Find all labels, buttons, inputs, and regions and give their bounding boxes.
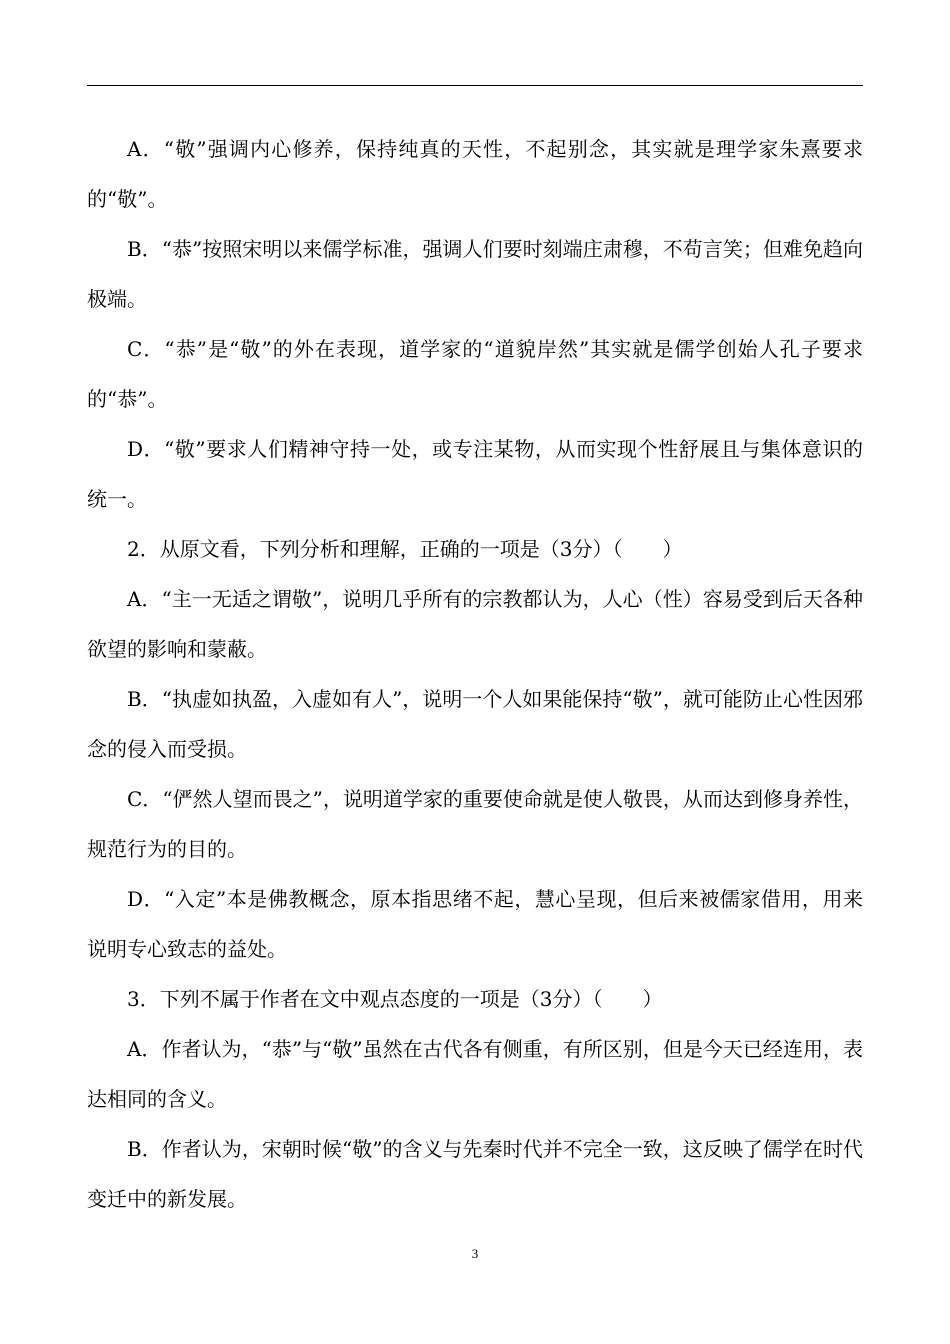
option-1a: A．“敬”强调内心修养，保持纯真的天性，不起别念，其实就是理学家朱熹要求的“敬”。 xyxy=(87,137,863,211)
document-body xyxy=(87,124,863,1224)
option-2d: D．“入定”本是佛教概念，原本指思绪不起，慧心呈现，但后来被儒家借用，用来说明专心致志的益处。 xyxy=(87,887,863,961)
option-3b: B．作者认为，宋朝时候“敬”的含义与先秦时代并不完全一致，这反映了儒学在时代变迁中的新发展。 xyxy=(87,1137,863,1211)
option-2a: A．“主一无适之谓敬”，说明几乎所有的宗教都认为，人心（性）容易受到后天各种欲望的影响和蒙蔽。 xyxy=(87,587,863,661)
option-2c: C．“俨然人望而畏之”，说明道学家的重要使命就是使人敬畏，从而达到修身养性，规范行为的目的。 xyxy=(87,787,863,861)
option-1c: C．“恭”是“敬”的外在表现，道学家的“道貌岸然”其实就是儒学创始人孔子要求的“恭”。 xyxy=(87,337,863,411)
header-rule xyxy=(87,85,863,86)
option-2b: B．“执虚如执盈，入虚如有人”，说明一个人如果能保持“敬”，就可能防止心性因邪念的侵入而受损。 xyxy=(87,687,863,761)
page-number: 3 xyxy=(471,1246,479,1261)
question-3: 3．下列不属于作者在文中观点态度的一项是（3分）（ ） xyxy=(127,987,663,1011)
question-2: 2．从原文看，下列分析和理解，正确的一项是（3分）（ ） xyxy=(127,537,683,561)
option-3a: A．作者认为，“恭”与“敬”虽然在古代各有侧重，有所区别，但是今天已经连用，表达相同的含义。 xyxy=(87,1037,863,1111)
option-1d: D．“敬”要求人们精神守持一处，或专注某物，从而实现个性舒展且与集体意识的统一。 xyxy=(87,437,863,511)
option-1b: B．“恭”按照宋明以来儒学标准，强调人们要时刻端庄肃穆，不苟言笑；但难免趋向极端。 xyxy=(87,237,863,311)
